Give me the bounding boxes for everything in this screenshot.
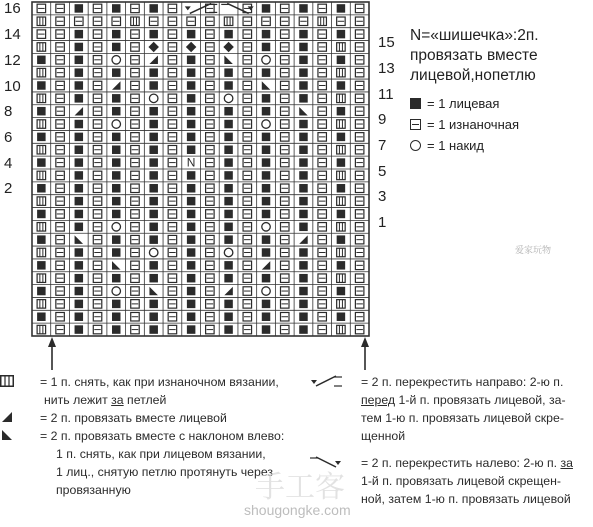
row-number-right: 7	[378, 137, 387, 155]
knit-stitch	[37, 184, 46, 193]
knit-stitch	[299, 210, 308, 219]
knit-stitch	[75, 210, 84, 219]
knit-stitch	[75, 325, 84, 334]
knit-stitch	[299, 43, 308, 52]
knit-stitch	[299, 274, 308, 283]
knit-stitch	[149, 197, 158, 206]
knit-stitch	[262, 312, 271, 321]
row-number-left: 8	[4, 103, 13, 121]
legend-knit	[410, 96, 499, 111]
knit-stitch	[149, 261, 158, 270]
knit-stitch	[337, 133, 346, 142]
ssk-icon	[0, 429, 14, 441]
knit-stitch	[75, 43, 84, 52]
knit-stitch	[224, 210, 233, 219]
knit-stitch	[262, 210, 271, 219]
slip-icon	[0, 375, 14, 387]
note-k2tog-text: = 2 п. провязать вместе лицевой	[40, 411, 227, 425]
knit-stitch	[149, 120, 158, 128]
row-number-left: 10	[4, 77, 21, 95]
note-ssk	[0, 428, 284, 445]
knit-stitch	[75, 120, 84, 128]
knit-stitch	[187, 30, 196, 39]
knit-stitch	[262, 325, 271, 334]
knit-stitch	[299, 56, 308, 65]
knit-stitch	[224, 274, 233, 283]
knit-stitch	[112, 197, 121, 206]
knit-stitch	[149, 184, 158, 193]
row-number-right: 15	[378, 34, 395, 52]
knit-stitch	[37, 287, 46, 296]
knit-stitch	[262, 248, 271, 257]
knit-stitch	[187, 107, 196, 116]
knit-stitch	[224, 261, 233, 270]
knit-stitch	[262, 133, 271, 142]
k2tog-icon	[0, 411, 14, 423]
legend-knit-label: = 1 лицевая	[427, 96, 500, 111]
note-cross-left-under: за	[560, 456, 573, 470]
watermark-brand: 手工客	[255, 471, 345, 504]
note-k2tog	[0, 410, 227, 427]
knit-stitch	[262, 158, 271, 167]
knit-stitch	[75, 56, 84, 65]
knit-stitch	[75, 94, 84, 103]
knit-stitch	[299, 171, 308, 180]
note-slip-under: за	[111, 393, 124, 407]
knit-stitch	[149, 210, 158, 219]
knit-stitch	[37, 107, 46, 116]
row-number-left: 12	[4, 51, 21, 69]
knit-stitch	[37, 235, 46, 244]
knit-stitch	[75, 300, 84, 309]
knit-stitch	[187, 325, 196, 334]
knit-stitch	[299, 184, 308, 193]
legend-purl-label: = 1 изнаночная	[427, 117, 520, 132]
row-number-left: 14	[4, 26, 21, 44]
row-number-left: 16	[4, 0, 21, 18]
knit-stitch	[262, 300, 271, 309]
knit-stitch	[299, 81, 308, 90]
knit-stitch	[337, 81, 346, 90]
knit-stitch	[337, 107, 346, 116]
knit-stitch	[224, 223, 233, 232]
knit-stitch	[75, 248, 84, 257]
knit-stitch	[262, 94, 271, 103]
knit-stitch	[149, 4, 158, 13]
knit-stitch	[299, 248, 308, 257]
knit-stitch	[262, 107, 271, 116]
knit-stitch	[187, 94, 196, 103]
knit-stitch	[187, 120, 196, 128]
knit-stitch	[187, 300, 196, 309]
knit-stitch	[75, 223, 84, 232]
knit-stitch	[299, 300, 308, 309]
knit-stitch	[187, 210, 196, 219]
watermark-corner: 爱家玩物	[515, 245, 552, 255]
knit-stitch	[262, 30, 271, 39]
knit-stitch	[112, 300, 121, 309]
knit-stitch	[37, 261, 46, 270]
row-number-right: 13	[378, 59, 395, 77]
knit-stitch	[299, 30, 308, 39]
knit-stitch	[112, 68, 121, 77]
knit-stitch	[187, 81, 196, 90]
knit-stitch	[149, 145, 158, 154]
knit-stitch	[299, 158, 308, 167]
knit-stitch	[337, 235, 346, 244]
note-cross-left	[308, 455, 573, 472]
knit-stitch	[299, 94, 308, 103]
knit-stitch	[149, 171, 158, 180]
knit-stitch	[224, 30, 233, 39]
knit-stitch	[187, 235, 196, 244]
watermark-site: shougongke.com	[244, 502, 351, 518]
note-cross-right-line2-text: 1-й п. провязать лицевой, за-	[395, 393, 566, 407]
legend-title: N=«шишечка»:2п. провязать вместе лицевой,нопетлю	[410, 27, 539, 84]
knit-stitch	[75, 184, 84, 193]
row-number-right: 11	[378, 85, 394, 103]
knit-stitch	[224, 325, 233, 334]
knit-stitch	[149, 133, 158, 142]
knit-stitch	[187, 197, 196, 206]
knit-stitch	[149, 68, 158, 77]
knit-stitch	[224, 171, 233, 180]
knit-stitch	[112, 30, 121, 39]
note-cross-right-line2	[361, 392, 566, 409]
note-ssk-line1: = 2 п. провязать вместе с наклоном влево:	[40, 429, 285, 443]
note-cross-right-line4: щенной	[361, 429, 406, 443]
note-slip	[0, 374, 279, 391]
knit-stitch	[224, 235, 233, 244]
knit-stitch	[337, 312, 346, 321]
knit-stitch	[187, 184, 196, 193]
knit-stitch	[337, 4, 346, 13]
knit-stitch	[262, 4, 271, 13]
knit-stitch	[149, 158, 158, 167]
knit-stitch	[224, 120, 233, 128]
legend-yo-label: = 1 накид	[427, 138, 484, 153]
knit-stitch	[337, 56, 346, 65]
knit-stitch	[112, 248, 121, 257]
knit-stitch	[299, 4, 308, 13]
knit-stitch	[149, 223, 158, 232]
bobble-stitch: N	[186, 155, 196, 170]
knit-stitch	[75, 145, 84, 154]
start-arrow-head	[48, 337, 56, 347]
knit-stitch	[224, 184, 233, 193]
knit-stitch	[187, 56, 196, 65]
knit-stitch	[337, 287, 346, 296]
knit-stitch	[112, 274, 121, 283]
knit-stitch	[187, 171, 196, 180]
cross-right-icon	[308, 375, 344, 387]
knit-stitch	[299, 120, 308, 128]
knit-stitch	[149, 235, 158, 244]
knit-stitch	[262, 171, 271, 180]
knit-stitch	[112, 158, 121, 167]
knit-stitch	[75, 4, 84, 13]
knit-stitch	[337, 158, 346, 167]
knit-stitch	[299, 145, 308, 154]
knit-stitch	[337, 30, 346, 39]
knit-stitch	[75, 68, 84, 77]
row-number-right: 3	[378, 188, 387, 206]
knit-stitch	[337, 210, 346, 219]
knit-stitch	[224, 145, 233, 154]
row-number-left: 2	[4, 180, 13, 198]
knit-stitch	[75, 274, 84, 283]
knit-stitch	[75, 171, 84, 180]
knit-stitch	[149, 81, 158, 90]
knit-stitch	[112, 235, 121, 244]
knit-stitch	[187, 68, 196, 77]
knit-stitch	[75, 158, 84, 167]
knit-stitch	[75, 133, 84, 142]
knit-stitch	[112, 171, 121, 180]
knit-stitch	[299, 325, 308, 334]
note-slip-line2a: нить лежит	[44, 393, 112, 407]
knit-stitch	[299, 287, 308, 296]
knit-stitch	[112, 94, 121, 103]
knit-stitch	[112, 4, 121, 13]
note-cross-right-line1: = 2 п. перекрестить направо: 2-ю п.	[361, 375, 564, 389]
knit-stitch	[299, 261, 308, 270]
legend-purl	[410, 117, 519, 132]
purl-square-icon	[410, 119, 421, 130]
knit-stitch	[112, 133, 121, 142]
knit-stitch	[262, 184, 271, 193]
note-slip-line2	[44, 392, 166, 409]
knit-stitch	[112, 107, 121, 116]
legend-yo	[410, 138, 484, 153]
knit-stitch	[187, 145, 196, 154]
knit-stitch	[224, 312, 233, 321]
knit-stitch	[187, 274, 196, 283]
knit-stitch	[37, 81, 46, 90]
knit-stitch	[187, 312, 196, 321]
note-slip-line2b: петлей	[123, 393, 167, 407]
knit-stitch	[187, 287, 196, 296]
row-number-right: 1	[378, 214, 387, 232]
note-cross-left-line2: 1-й п. провязать лицевой скрещен-	[361, 474, 561, 488]
note-ssk-line2: 1 п. снять, как при лицевом вязании,	[56, 447, 266, 461]
knit-stitch	[149, 30, 158, 39]
knit-stitch	[149, 300, 158, 309]
knit-stitch	[75, 197, 84, 206]
row-number-right: 9	[378, 111, 387, 129]
knit-stitch	[112, 312, 121, 321]
knit-stitch	[262, 274, 271, 283]
knit-stitch	[224, 133, 233, 142]
knit-stitch	[224, 197, 233, 206]
knit-stitch	[149, 274, 158, 283]
knit-stitch	[112, 145, 121, 154]
knit-stitch	[262, 197, 271, 206]
knit-stitch	[262, 145, 271, 154]
knit-stitch	[37, 56, 46, 65]
knit-stitch	[112, 184, 121, 193]
knit-stitch	[37, 210, 46, 219]
note-ssk-line3: 1 лиц., снятую петлю протянуть через	[56, 465, 274, 479]
row-number-left: 4	[4, 154, 13, 172]
knit-stitch	[75, 81, 84, 90]
start-arrow-head	[361, 337, 369, 347]
knit-stitch	[37, 133, 46, 142]
row-number-right: 5	[378, 162, 387, 180]
knit-stitch	[337, 184, 346, 193]
knit-stitch	[299, 223, 308, 232]
knit-stitch	[112, 210, 121, 219]
knit-stitch	[299, 197, 308, 206]
knit-stitch	[299, 133, 308, 142]
knit-stitch	[337, 261, 346, 270]
knit-stitch	[149, 107, 158, 116]
knit-stitch	[224, 300, 233, 309]
knit-stitch	[262, 43, 271, 52]
note-ssk-line4: провязанную	[56, 483, 131, 497]
knit-stitch	[224, 68, 233, 77]
knit-stitch	[37, 312, 46, 321]
knit-stitch	[37, 158, 46, 167]
knit-stitch	[187, 261, 196, 270]
knit-stitch	[75, 287, 84, 296]
knit-stitch	[112, 325, 121, 334]
yarn-over-circle-icon	[410, 140, 421, 151]
knit-square-icon	[410, 98, 421, 109]
knit-stitch	[262, 235, 271, 244]
knit-stitch	[75, 312, 84, 321]
knit-stitch	[187, 133, 196, 142]
note-cross-left-line1: = 2 п. перекрестить налево: 2-ю п.	[361, 456, 561, 470]
knit-stitch	[224, 158, 233, 167]
knit-stitch	[112, 43, 121, 52]
note-cross-right-line3: тем 1-ю п. провязать лицевой скре-	[361, 411, 564, 425]
knit-stitch	[75, 30, 84, 39]
knit-stitch	[299, 68, 308, 77]
row-number-left: 6	[4, 128, 13, 146]
note-cross-right	[308, 374, 563, 391]
knit-stitch	[299, 312, 308, 321]
note-cross-left-line3: ной, затем 1-ю п. провязать лицевой	[361, 492, 571, 506]
knit-stitch	[187, 248, 196, 257]
knit-stitch	[224, 81, 233, 90]
note-cross-right-under: перед	[361, 393, 396, 407]
knit-stitch	[187, 223, 196, 232]
knit-stitch	[149, 325, 158, 334]
knit-stitch	[224, 107, 233, 116]
knit-stitch	[262, 68, 271, 77]
note-slip-line1: = 1 п. снять, как при изнаночном вязании,	[40, 375, 279, 389]
knit-stitch	[149, 312, 158, 321]
knit-stitch	[75, 261, 84, 270]
